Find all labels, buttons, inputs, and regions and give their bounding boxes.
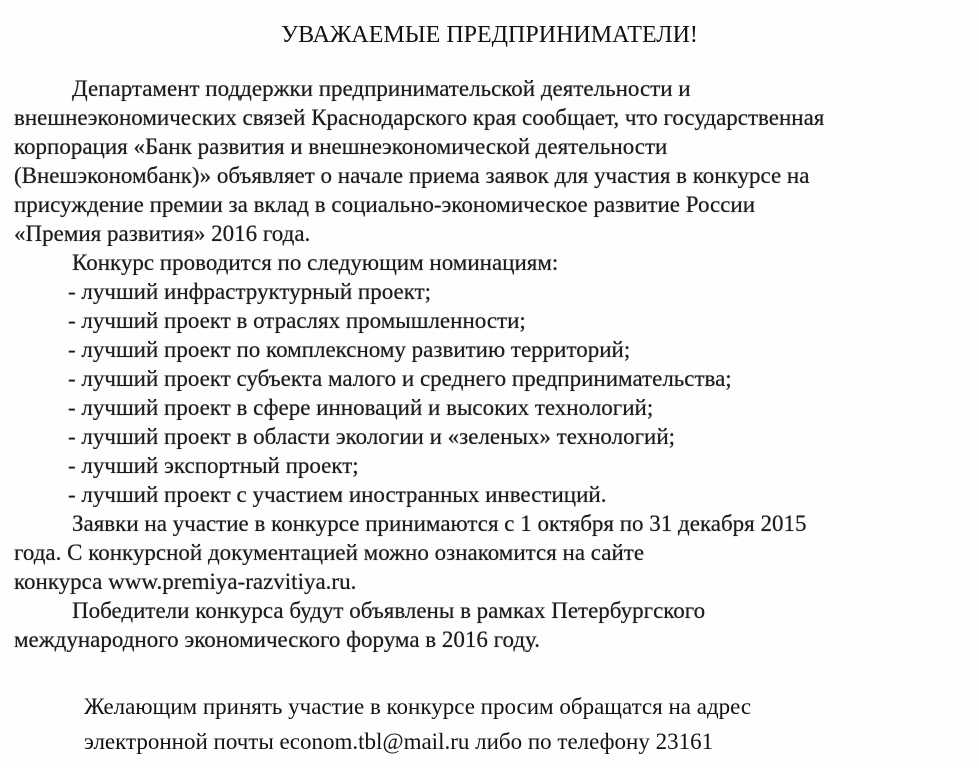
nomination-item: - лучший проект в области экологии и «зеленых» технологий; bbox=[68, 424, 676, 449]
applications-line: года. С конкурсной документацией можно ознакомится на сайте bbox=[14, 540, 645, 565]
intro-line: Департамент поддержки предпринимательской деятельности и bbox=[72, 76, 691, 101]
nomination-item: - лучший проект в сфере инноваций и высоких технологий; bbox=[68, 395, 654, 420]
intro-line: корпорация «Банк развития и внешнеэкономической деятельности bbox=[14, 134, 668, 159]
intro-line: присуждение премии за вклад в социально-экономическое развитие России bbox=[14, 192, 756, 217]
document-title: УВАЖАЕМЫЕ ПРЕДПРИНИМАТЕЛИ! bbox=[281, 22, 698, 48]
applications-line: конкурса www.premiya-razvitiya.ru. bbox=[14, 569, 357, 594]
nomination-item: - лучший экспортный проект; bbox=[68, 453, 359, 478]
closing-paragraph bbox=[84, 689, 944, 759]
nomination-item: - лучший проект с участием иностранных инвестиций. bbox=[68, 482, 607, 507]
nomination-item: - лучший инфраструктурный проект; bbox=[68, 279, 432, 304]
intro-line: внешнеэкономических связей Краснодарского края сообщает, что государственная bbox=[14, 105, 825, 130]
nomination-item: - лучший проект в отраслях промышленности; bbox=[68, 308, 526, 333]
intro-line: (Внешэкономбанк)» объявляет о начале приема заявок для участия в конкурсе на bbox=[14, 163, 810, 188]
nomination-item: - лучший проект субъекта малого и среднего предпринимательства; bbox=[68, 366, 732, 391]
nominations-intro: Конкурс проводится по следующим номинациям: bbox=[72, 250, 559, 275]
nomination-item: - лучший проект по комплексному развитию территорий; bbox=[68, 337, 631, 362]
closing-line: Желающим принять участие в конкурсе просим обращатся на адрес bbox=[84, 694, 752, 719]
intro-line: «Премия развития» 2016 года. bbox=[14, 221, 311, 246]
document-body bbox=[14, 74, 956, 654]
applications-line: Заявки на участие в конкурсе принимаются с 1 октября по 31 декабря 2015 bbox=[72, 511, 807, 536]
closing-line: электронной почты econom.tbl@mail.ru либо по телефону 23161 bbox=[84, 729, 714, 754]
winners-line: Победители конкурса будут объявлены в рамках Петербургского bbox=[72, 598, 706, 623]
winners-line: международного экономического форума в 2016 году. bbox=[14, 627, 540, 652]
